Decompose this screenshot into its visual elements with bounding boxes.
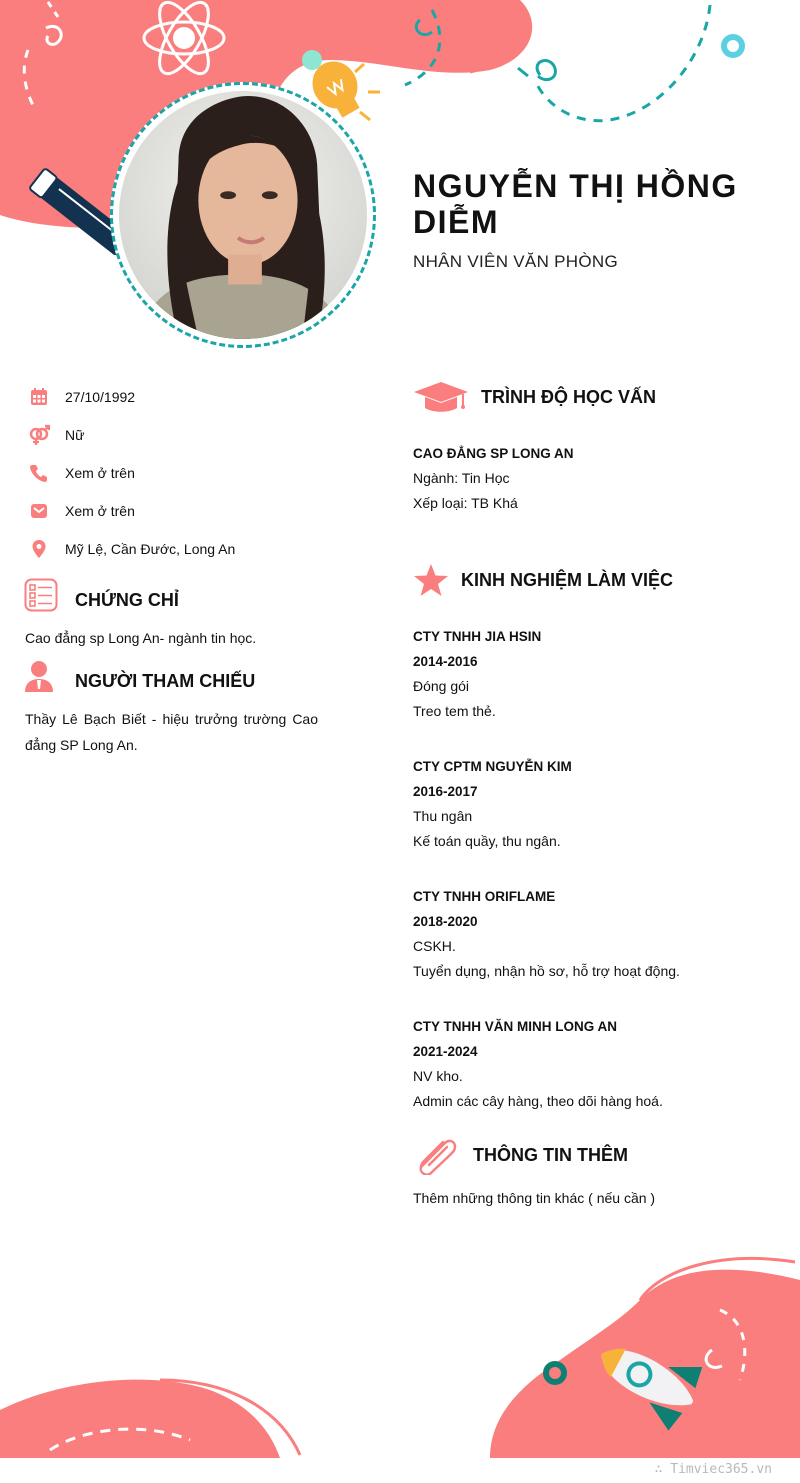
address-row [28, 537, 236, 561]
gender-icon [28, 424, 50, 446]
experience-title: KINH NGHIỆM LÀM VIỆC [461, 570, 674, 590]
star-icon [413, 563, 449, 597]
phone-icon [28, 462, 50, 484]
experience-description: Kế toán quầy, thu ngân. [413, 833, 561, 849]
experience-position: CSKH. [413, 938, 456, 954]
extra-info-title: THÔNG TIN THÊM [473, 1145, 628, 1165]
gender-row [28, 423, 85, 447]
experience-item [413, 624, 541, 724]
experience-item [413, 884, 680, 984]
experience-period: 2021-2024 [413, 1044, 478, 1059]
experience-company: CTY TNHH VĂN MINH LONG AN [413, 1019, 617, 1034]
calendar-icon [28, 386, 50, 408]
experience-position: Đóng gói [413, 678, 470, 694]
education-grade: Xếp loại: TB Khá [413, 495, 518, 511]
gender-text: Nữ [65, 427, 85, 443]
phone-row [28, 461, 135, 485]
watermark: ∴ Timviec365.vn [654, 1462, 772, 1477]
profile-photo-frame [110, 82, 376, 348]
education-title: TRÌNH ĐỘ HỌC VẤN [481, 387, 656, 407]
references-title: NGƯỜI THAM CHIẾU [75, 671, 256, 691]
person-icon [24, 659, 54, 693]
education-block [413, 441, 574, 516]
experience-company: CTY TNHH JIA HSIN [413, 629, 542, 644]
email-icon [28, 500, 50, 522]
experience-period: 2016-2017 [413, 784, 478, 799]
checklist-icon [24, 578, 58, 612]
experience-description: Admin các cây hàng, theo dõi hàng hoá. [413, 1093, 663, 1109]
email-text: Xem ở trên [65, 503, 135, 519]
profile-photo [119, 91, 367, 339]
location-pin-icon [28, 538, 50, 560]
experience-item [413, 754, 572, 854]
experience-company: CTY CPTM NGUYỄN KIM [413, 759, 572, 774]
experience-description: Treo tem thẻ. [413, 703, 496, 719]
extra-info-text: Thêm những thông tin khác ( nếu cần ) [413, 1190, 656, 1206]
experience-description: Tuyển dụng, nhận hồ sơ, hỗ trợ hoạt động. [413, 963, 680, 979]
education-school: CAO ĐẲNG SP LONG AN [413, 446, 574, 461]
job-title: NHÂN VIÊN VĂN PHÒNG [413, 252, 619, 271]
experience-period: 2014-2016 [413, 654, 478, 669]
email-row [28, 499, 135, 523]
certificates-title: CHỨNG CHỈ [75, 590, 179, 610]
address-text: Mỹ Lệ, Cần Đước, Long An [65, 541, 236, 557]
education-major: Ngành: Tin Học [413, 470, 510, 486]
phone-text: Xem ở trên [65, 465, 135, 481]
experience-position: Thu ngân [413, 808, 473, 824]
experience-company: CTY TNHH ORIFLAME [413, 889, 556, 904]
references-text: Thầy Lê Bạch Biết - hiệu trưởng trường Cao đẳng SP Long An. [25, 711, 318, 753]
birthdate-row [28, 385, 136, 409]
candidate-name: NGUYỄN THỊ HỒNG DIỄM [413, 168, 738, 240]
experience-position: NV kho. [413, 1068, 463, 1084]
experience-period: 2018-2020 [413, 914, 478, 929]
paperclip-icon [415, 1135, 459, 1175]
bottom-decoration [0, 1240, 800, 1483]
experience-item [413, 1014, 663, 1114]
certificates-text: Cao đẳng sp Long An- ngành tin học. [25, 630, 257, 646]
birthdate-text: 27/10/1992 [65, 389, 136, 405]
graduation-cap-icon [413, 380, 469, 414]
